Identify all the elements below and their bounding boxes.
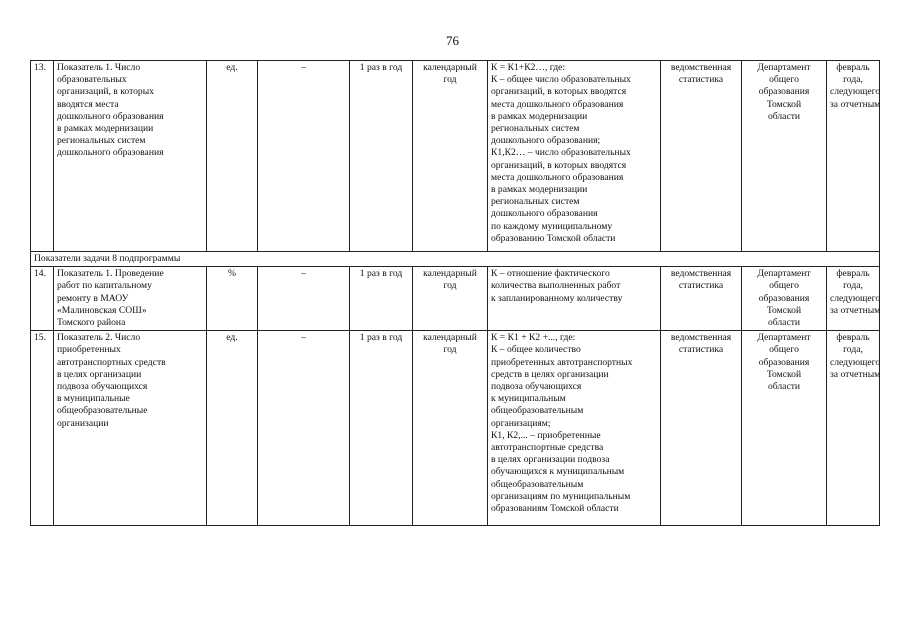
deadline-line: года, — [843, 344, 863, 356]
dash-cell: – — [258, 331, 350, 526]
responsible — [742, 267, 827, 331]
unit: ед. — [207, 61, 258, 252]
responsible-line: общего — [769, 344, 799, 356]
indicator-name-line: организации — [57, 417, 109, 429]
responsible-line: Томской — [766, 98, 802, 110]
deadline-line: февраль — [836, 62, 870, 73]
formula-line: средств в целях организации — [491, 368, 609, 380]
formula-line: по каждому муниципальному — [491, 220, 613, 232]
indicator-name-line: работ по капитальному — [57, 280, 152, 292]
indicator-name-line: ремонту в МАОУ — [57, 292, 129, 304]
formula-line: автотранспортные средства — [491, 442, 604, 454]
indicator-name-line: в муниципальные — [57, 393, 130, 405]
period-type-line: календарный — [423, 268, 477, 280]
indicator-name-line: в рамках модернизации — [57, 123, 154, 135]
formula-line: места дошкольного образования — [491, 171, 624, 183]
formula — [488, 61, 661, 252]
formula-line: в рамках модернизации — [491, 110, 588, 122]
data-source-line: ведомственная — [670, 268, 732, 280]
responsible-line: образования — [758, 86, 810, 98]
formula-line: в рамках модернизации — [491, 184, 588, 196]
formula-line: региональных систем — [491, 123, 580, 135]
formula-line: общеобразовательным — [491, 478, 584, 490]
section-title-row — [31, 252, 880, 267]
deadline — [827, 267, 880, 331]
deadline-line: года, — [843, 280, 863, 292]
data-source-line: статистика — [678, 74, 724, 86]
indicator-name-line: приобретенных — [57, 344, 121, 356]
responsible — [742, 61, 827, 252]
responsible — [742, 331, 827, 526]
formula-line: К – отношение фактического — [491, 268, 610, 280]
formula-line: К1, К2,... – приобретенные — [491, 429, 601, 441]
formula-line: организаций, в которых вводятся — [491, 86, 627, 98]
deadline-line: следующего — [830, 356, 881, 368]
responsible-line: Томской — [766, 304, 802, 316]
formula-line: К – общее количество — [491, 344, 581, 356]
formula-line: организаций, в которых вводятся — [491, 159, 627, 171]
data-source-line: ведомственная — [670, 62, 732, 73]
formula-line: обучающихся к муниципальным — [491, 466, 625, 478]
formula-line: в целях организации подвоза — [491, 454, 610, 466]
deadline-line: следующего — [830, 86, 881, 98]
formula-line: образованию Томской области — [491, 232, 616, 244]
indicator-name-line: Показатель 1. Проведение — [57, 268, 164, 280]
period-type-line: календарный — [423, 62, 477, 73]
frequency: 1 раз в год — [350, 331, 413, 526]
row-number: 14. — [31, 267, 54, 331]
formula-line: дошкольного образования; — [491, 135, 601, 147]
deadline-line: следующего — [830, 292, 881, 304]
row-number: 15. — [31, 331, 54, 526]
indicator-name — [54, 61, 207, 252]
period-type — [413, 61, 488, 252]
deadline-line: за отчетным — [830, 304, 881, 316]
formula-line: региональных систем — [491, 196, 580, 208]
responsible-line: общего — [769, 280, 799, 292]
data-source-line: статистика — [678, 280, 724, 292]
formula-line: К – общее число образовательных — [491, 74, 631, 86]
indicator-name-line: в целях организации — [57, 368, 142, 380]
indicator-name-line: автотранспортных средств — [57, 356, 166, 368]
indicator-name — [54, 267, 207, 331]
frequency: 1 раз в год — [350, 61, 413, 252]
formula — [488, 331, 661, 526]
formula-line: приобретенных автотранспортных — [491, 356, 633, 368]
responsible-line: области — [767, 110, 801, 122]
indicator-name-line: образовательных — [57, 74, 127, 86]
formula-line: образованиям Томской области — [491, 503, 619, 515]
formula-line: к муниципальным — [491, 393, 566, 405]
deadline-line: за отчетным — [830, 368, 881, 380]
indicator-name — [54, 331, 207, 526]
responsible-line: образования — [758, 292, 810, 304]
period-type-line: год — [443, 280, 457, 292]
unit: ед. — [207, 331, 258, 526]
section-title: Показатели задачи 8 подпрограммы — [31, 252, 880, 267]
deadline — [827, 61, 880, 252]
formula-line: организациям; — [491, 417, 551, 429]
formula-line: К = К1+К2…, где: — [491, 62, 566, 73]
indicator-name-line: дошкольного образования — [57, 147, 164, 159]
table-row — [31, 267, 880, 331]
responsible-line: образования — [758, 356, 810, 368]
formula-line: дошкольного образования — [491, 208, 598, 220]
formula-line: к запланированному количеству — [491, 292, 623, 304]
indicator-name-line: организаций, в которых — [57, 86, 154, 98]
deadline — [827, 331, 880, 526]
indicator-name-line: региональных систем — [57, 135, 146, 147]
responsible-line: общего — [769, 74, 799, 86]
period-type-line: календарный — [423, 332, 477, 344]
responsible-line: Департамент — [757, 62, 811, 73]
indicator-name-line: вводятся места — [57, 98, 119, 110]
frequency: 1 раз в год — [350, 267, 413, 331]
period-type — [413, 331, 488, 526]
deadline-line: февраль — [836, 268, 870, 280]
indicator-name-line: подвоза обучающихся — [57, 381, 148, 393]
responsible-line: Томской — [766, 368, 802, 380]
indicators-table — [30, 60, 880, 526]
dash-cell: – — [258, 61, 350, 252]
indicator-name-line: «Малиновская СОШ» — [57, 304, 147, 316]
indicator-name-line: Показатель 1. Число — [57, 62, 141, 73]
formula-line: общеобразовательным — [491, 405, 584, 417]
unit: % — [207, 267, 258, 331]
indicator-name-line: дошкольного образования — [57, 110, 164, 122]
formula-line: организациям по муниципальным — [491, 490, 631, 502]
data-source — [661, 331, 742, 526]
responsible-line: области — [767, 317, 801, 329]
deadline-line: года, — [843, 74, 863, 86]
period-type-line: год — [443, 344, 457, 356]
responsible-line: Департамент — [757, 332, 811, 344]
period-type — [413, 267, 488, 331]
table-row — [31, 331, 880, 526]
responsible-line: области — [767, 381, 801, 393]
data-source — [661, 61, 742, 252]
period-type-line: год — [443, 74, 457, 86]
dash-cell: – — [258, 267, 350, 331]
formula-line: К1,К2… – число образовательных — [491, 147, 631, 159]
page-number: 76 — [446, 33, 459, 48]
deadline-line: февраль — [836, 332, 870, 344]
deadline-line: за отчетным — [830, 98, 881, 110]
responsible-line: Департамент — [757, 268, 811, 280]
formula-line: количества выполненных работ — [491, 280, 621, 292]
formula-line: места дошкольного образования — [491, 98, 624, 110]
table-row — [31, 61, 880, 252]
formula — [488, 267, 661, 331]
data-source — [661, 267, 742, 331]
indicator-name-line: Показатель 2. Число — [57, 332, 141, 344]
data-source-line: ведомственная — [670, 332, 732, 344]
indicator-name-line: Томского района — [57, 317, 126, 329]
row-number: 13. — [31, 61, 54, 252]
formula-line: подвоза обучающихся — [491, 381, 582, 393]
formula-line: К = К1 + К2 +..., где: — [491, 332, 576, 344]
indicator-name-line: общеобразовательные — [57, 405, 148, 417]
data-source-line: статистика — [678, 344, 724, 356]
